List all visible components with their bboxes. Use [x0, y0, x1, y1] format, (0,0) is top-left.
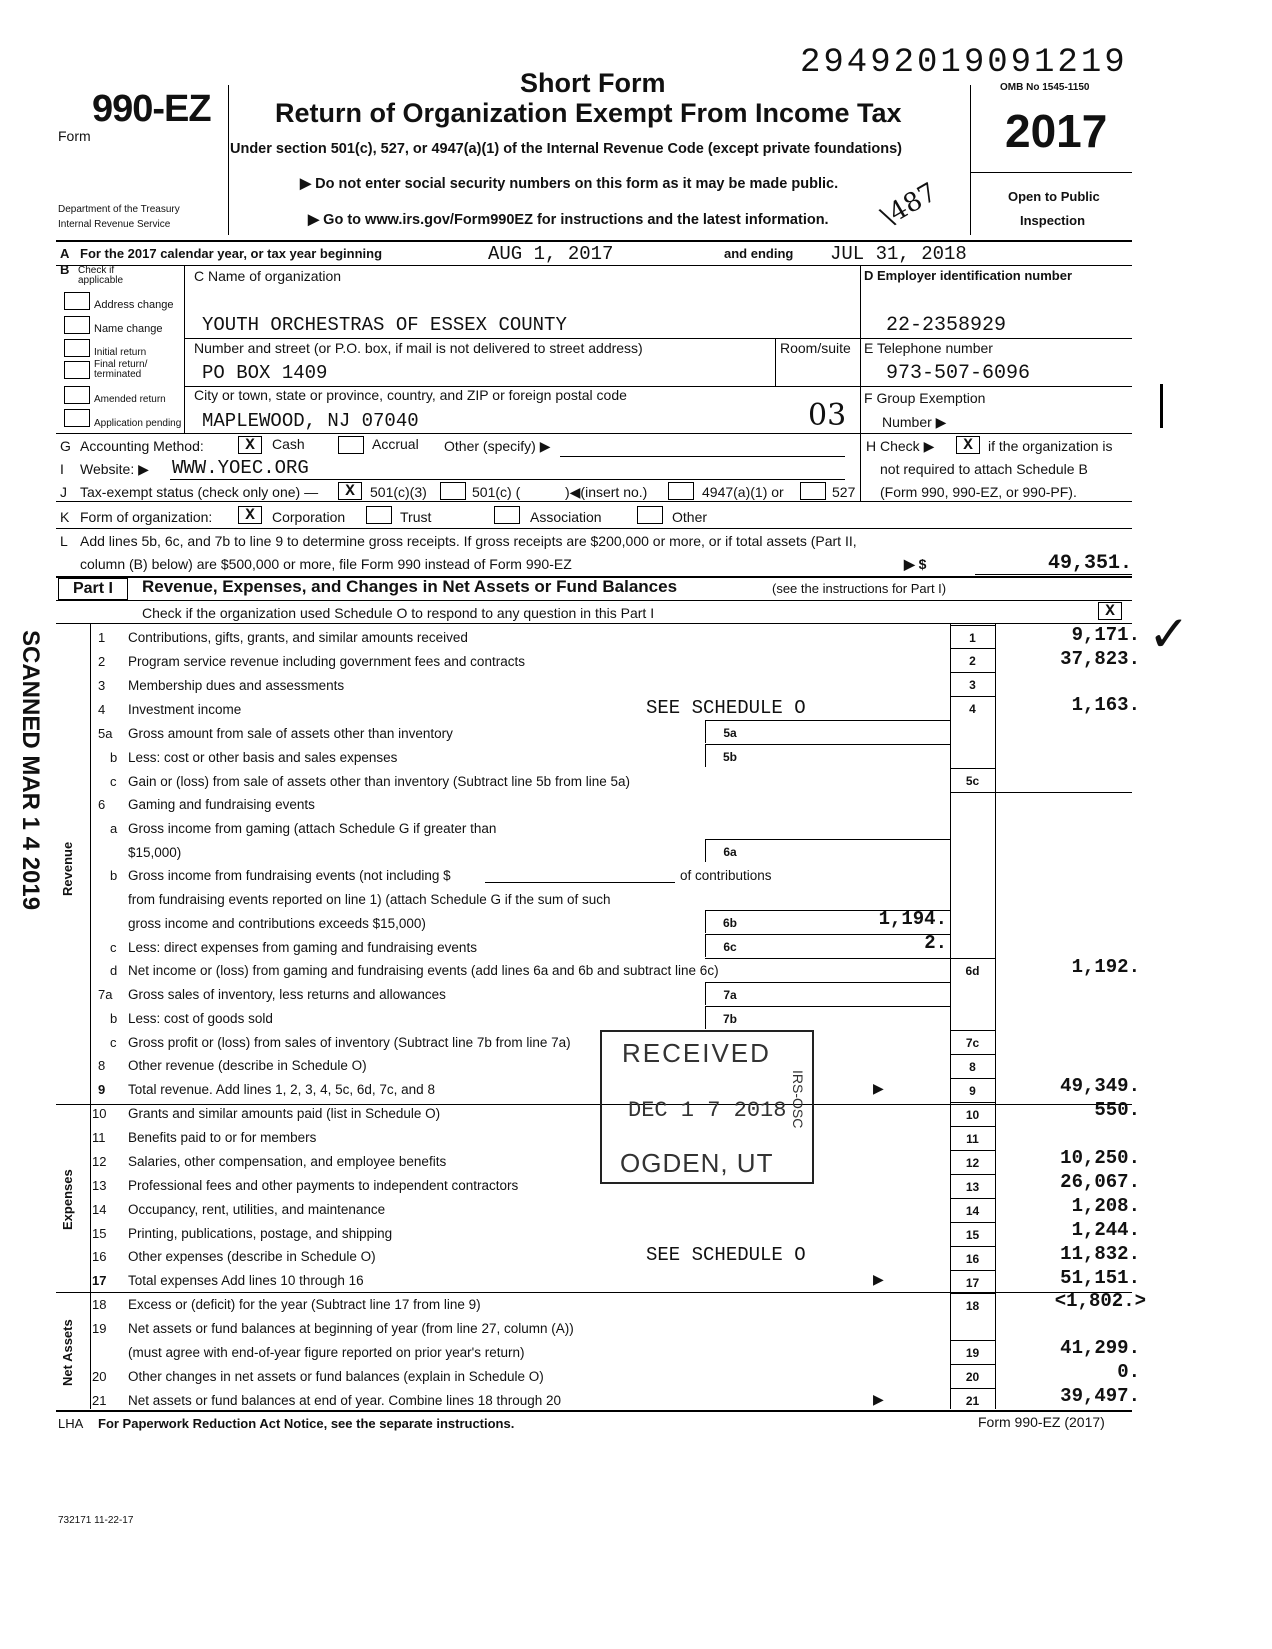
- org-name-label: C Name of organization: [194, 268, 342, 284]
- line-12-box: 12: [950, 1150, 995, 1173]
- check-if-applicable: Check if applicable: [78, 265, 124, 286]
- final-return-checkbox[interactable]: [64, 361, 90, 379]
- line-14-desc: Occupancy, rent, utilities, and maintenance: [128, 1202, 386, 1217]
- line-7a-desc: Gross sales of inventory, less returns and allowances: [128, 987, 446, 1002]
- line-18-num: 18: [92, 1297, 107, 1312]
- city-label: City or town, state or province, country, and ZIP or foreign postal code: [194, 387, 627, 403]
- line-12-desc: Salaries, other compensation, and employee benefits: [128, 1154, 447, 1169]
- line-11-box: 11: [950, 1126, 995, 1149]
- 501c-checkbox[interactable]: [440, 482, 466, 500]
- expenses-netassets-split: [56, 1292, 90, 1293]
- line-6d-num: d: [110, 963, 118, 978]
- line-19-desc1: Net assets or fund balances at beginning of year (from line 27, column (A)): [128, 1321, 574, 1336]
- other-org-checkbox[interactable]: [637, 506, 663, 524]
- scanned-stamp: SCANNED MAR 1 4 2019: [17, 630, 44, 911]
- line-16-amount: 11,832.: [1060, 1243, 1140, 1265]
- line-1-box: 1: [950, 625, 995, 648]
- form-name: 990-EZ: [92, 88, 211, 130]
- line-5b-num: b: [110, 750, 118, 765]
- line-21-amount: 39,497.: [1060, 1385, 1140, 1407]
- line-1-amount: 9,171.: [1071, 624, 1140, 646]
- final-return-label: Final return/ terminated: [94, 359, 148, 380]
- address-change-checkbox[interactable]: [64, 292, 90, 310]
- line-14-num: 14: [92, 1202, 107, 1217]
- line-21-num: 21: [92, 1393, 107, 1408]
- stamp-side: IRS-OSC: [790, 1070, 806, 1129]
- org-name: YOUTH ORCHESTRAS OF ESSEX COUNTY: [202, 314, 567, 336]
- cash-label: Cash: [272, 436, 305, 452]
- stamp-date: DEC 1 7 2018: [628, 1098, 787, 1123]
- form-title-short: Short Form: [520, 68, 666, 98]
- initial-return-checkbox[interactable]: [64, 339, 90, 357]
- org-name-rule: [184, 338, 860, 339]
- line-6d-box: 6d: [950, 958, 995, 981]
- omb-number: OMB No 1545-1150: [1000, 82, 1090, 93]
- line-6b-desc3: gross income and contributions exceeds $15,000): [128, 916, 426, 931]
- group-number-label: Number ▶: [882, 414, 947, 430]
- line-4-num: 4: [98, 702, 106, 717]
- section-bcd-rule: [56, 433, 1132, 434]
- line-19-num: 19: [92, 1321, 107, 1336]
- line-15-amount: 1,244.: [1071, 1219, 1140, 1241]
- schedule-o-check-text: Check if the organization used Schedule O to respond to any question in this Part I: [142, 605, 655, 621]
- line-6c-desc: Less: direct expenses from gaming and fundraising events: [128, 940, 477, 955]
- line-18-box: 18: [950, 1293, 995, 1316]
- corporation-checkbox[interactable]: X: [238, 506, 262, 524]
- line-6c-amount: 2.: [924, 932, 947, 954]
- paperwork-notice: For Paperwork Reduction Act Notice, see the separate instructions.: [98, 1416, 515, 1431]
- line-4-desc: Investment income: [128, 702, 242, 717]
- line-l-arrow: ▶ $: [904, 556, 927, 572]
- line-k-label: K: [60, 509, 70, 525]
- see-schedule-o-revenue: SEE SCHEDULE O: [646, 697, 806, 719]
- line-5b-desc: Less: cost or other basis and sales expenses: [128, 750, 398, 765]
- association-checkbox[interactable]: [494, 506, 520, 524]
- line-7b-desc: Less: cost of goods sold: [128, 1011, 273, 1026]
- line-2-amount: 37,823.: [1060, 648, 1140, 670]
- other-method-label: Other (specify) ▶: [444, 438, 551, 454]
- 527-label: 527: [832, 484, 856, 500]
- website-label: Website: ▶: [80, 461, 149, 477]
- line-20-num: 20: [92, 1369, 107, 1384]
- 501c3-label: 501(c)(3): [370, 484, 427, 500]
- line-6a-rule: [753, 839, 950, 840]
- gross-receipts-value: 49,351.: [1047, 552, 1132, 575]
- line-5a-box: 5a: [705, 720, 754, 743]
- 501c-label: 501(c) (: [472, 484, 521, 500]
- line-6b-amount: 1,194.: [878, 908, 947, 930]
- line-3-num: 3: [98, 678, 106, 693]
- line-l-text2: column (B) below) are $500,000 or more, file Form 990 instead of Form 990-EZ: [80, 556, 572, 572]
- line-6a-num: a: [110, 821, 118, 836]
- line-9-num: 9: [98, 1082, 106, 1097]
- amended-return-label: Amended return: [94, 394, 166, 405]
- line-17-amount: 51,151.: [1060, 1267, 1140, 1289]
- schedule-o-checkbox[interactable]: X: [1098, 602, 1122, 620]
- line-6c-num: c: [110, 940, 117, 955]
- part-i-bottom-rule: [56, 1410, 1132, 1412]
- line-2-box: 2: [950, 648, 995, 671]
- line-21-arrow: ▶: [873, 1391, 884, 1407]
- line-l-text1: Add lines 5b, 6c, and 7b to line 9 to determine gross receipts. If gross receipts are $200,000 or more, or if total assets (Part II,: [80, 533, 857, 549]
- tax-year-end: JUL 31, 2018: [830, 243, 967, 265]
- name-change-checkbox[interactable]: [64, 316, 90, 334]
- line-12-num: 12: [92, 1154, 107, 1169]
- ssn-notice: ▶ Do not enter social security numbers on this form as it may be made public.: [300, 176, 839, 192]
- handwritten-note: \487: [876, 177, 942, 233]
- line-7a-rule: [753, 982, 950, 983]
- h-check-text2: not required to attach Schedule B: [880, 461, 1088, 477]
- line-6d-amount: 1,192.: [1071, 956, 1140, 978]
- line-19-amount: 41,299.: [1060, 1337, 1140, 1359]
- room-suite-label: Room/suite: [780, 340, 851, 356]
- h-check-text3: (Form 990, 990-EZ, or 990-PF).: [880, 484, 1077, 500]
- line-15-desc: Printing, publications, postage, and shipping: [128, 1226, 393, 1241]
- 501c3-checkbox[interactable]: X: [338, 482, 362, 500]
- line-7b-rule: [753, 1006, 950, 1007]
- form-of-org-label: Form of organization:: [80, 509, 213, 525]
- 4947-label: 4947(a)(1) or: [702, 484, 784, 500]
- form-title: Return of Organization Exempt From Income Tax: [275, 98, 902, 128]
- line-9-amount: 49,349.: [1060, 1075, 1140, 1097]
- tax-year: 2017: [1005, 105, 1108, 157]
- line-7a-box: 7a: [705, 982, 754, 1005]
- line-l-label: L: [60, 533, 68, 549]
- line-20-amount: 0.: [1117, 1361, 1140, 1383]
- revenue-expenses-split: [56, 1104, 90, 1105]
- tax-exempt-status-label: Tax-exempt status (check only one) —: [80, 484, 319, 500]
- line-17-desc: Total expenses Add lines 10 through 16: [128, 1273, 364, 1288]
- line-13-desc: Professional fees and other payments to independent contractors: [128, 1178, 519, 1193]
- phone-label: E Telephone number: [864, 340, 993, 356]
- application-pending-checkbox[interactable]: [64, 409, 90, 427]
- line-16-num: 16: [92, 1249, 107, 1264]
- document-locator-number: 29492019091219: [800, 44, 1128, 82]
- line-6-desc: Gaming and fundraising events: [128, 797, 315, 812]
- dept-irs: Internal Revenue Service: [58, 219, 171, 230]
- line-13-box: 13: [950, 1174, 995, 1197]
- part-i-label: Part I: [58, 578, 128, 600]
- line-17-num: 17: [92, 1273, 107, 1288]
- part-i-title-rule: [56, 600, 1132, 601]
- line-5b-box: 5b: [705, 744, 754, 767]
- expenses-side-label: Expenses: [60, 1169, 75, 1230]
- line-6d-rule: [705, 958, 950, 959]
- line-4-amount: 1,163.: [1071, 694, 1140, 716]
- application-pending-label: Application pending: [94, 418, 182, 429]
- line-5c-desc: Gain or (loss) from sale of assets other than inventory (Subtract line 5b from line 5a): [128, 774, 630, 789]
- form-reference: Form 990-EZ (2017): [978, 1414, 1105, 1430]
- line-6b-desc1: Gross income from fundraising events (not including $: [128, 868, 451, 883]
- line-15-box: 15: [950, 1222, 995, 1245]
- line-6d-desc: Net income or (loss) from gaming and fundraising events (add lines 6a and 6b and subtract line 6c): [128, 963, 719, 978]
- line-6c-rule: [753, 934, 950, 935]
- 527-checkbox[interactable]: [800, 482, 826, 500]
- line-10-amount: 550.: [1094, 1099, 1140, 1121]
- h-check-text1: if the organization is: [988, 438, 1113, 454]
- line-6a-desc1: Gross income from gaming (attach Schedule G if greater than: [128, 821, 497, 836]
- initial-return-label: Initial return: [94, 347, 147, 358]
- line-21-box: 21: [950, 1388, 995, 1411]
- line-1-num: 1: [98, 630, 106, 645]
- line-7c-desc: Gross profit or (loss) from sales of inventory (Subtract line 7b from line 7a): [128, 1035, 571, 1050]
- line-12-amount: 10,250.: [1060, 1147, 1140, 1169]
- stamp-location: OGDEN, UT: [620, 1148, 774, 1178]
- line-2-num: 2: [98, 654, 106, 669]
- line-15-num: 15: [92, 1226, 107, 1241]
- header-bottom-rule: [56, 240, 1132, 242]
- header-left-divider: [228, 85, 229, 235]
- line-a-text: For the 2017 calendar year, or tax year beginning: [80, 246, 383, 261]
- line-6b-desc2: from fundraising events reported on line 1) (attach Schedule G if the sum of such: [128, 892, 611, 907]
- line-13-amount: 26,067.: [1060, 1171, 1140, 1193]
- other-method-underline: [560, 456, 845, 457]
- line-20-box: 20: [950, 1364, 995, 1387]
- line-k-rule: [56, 528, 1132, 529]
- line-3-box: 3: [950, 672, 995, 695]
- line-16-box: 16: [950, 1246, 995, 1269]
- line-6b-box: 6b: [705, 910, 754, 933]
- street-address: PO BOX 1409: [202, 362, 328, 384]
- line-19-box: 19: [950, 1340, 995, 1363]
- see-schedule-o-expenses: SEE SCHEDULE O: [646, 1244, 806, 1266]
- line-1-desc: Contributions, gifts, grants, and similar amounts received: [128, 630, 468, 645]
- section-d-divider: [860, 265, 861, 433]
- revenue-side-label: Revenue: [60, 841, 75, 896]
- accrual-checkbox[interactable]: [338, 436, 364, 454]
- form-prefix: Form: [58, 128, 91, 144]
- line-5a-num: 5a: [98, 726, 113, 741]
- line-6c-box: 6c: [705, 934, 754, 957]
- line-a-rule: [56, 265, 1132, 266]
- line-b-label: B: [60, 262, 70, 277]
- line-10-box: 10: [950, 1102, 995, 1125]
- line-11-num: 11: [92, 1130, 106, 1145]
- name-change-label: Name change: [94, 323, 163, 335]
- line-8-num: 8: [98, 1058, 106, 1073]
- line-8-desc: Other revenue (describe in Schedule O): [128, 1058, 367, 1073]
- line-10-num: 10: [92, 1106, 107, 1121]
- line-7b-num: b: [110, 1011, 118, 1026]
- line-6a-desc2: $15,000): [128, 845, 182, 860]
- line-13-num: 13: [92, 1178, 107, 1193]
- line-21-desc: Net assets or fund balances at end of year. Combine lines 18 through 20: [128, 1393, 562, 1408]
- line-j-rule: [56, 501, 1132, 502]
- line-6b-num: b: [110, 868, 118, 883]
- line-18-desc: Excess or (deficit) for the year (Subtract line 17 from line 9): [128, 1297, 481, 1312]
- amended-return-checkbox[interactable]: [64, 386, 90, 404]
- line-6-rule: [950, 792, 1132, 793]
- line-17-arrow: ▶: [873, 1271, 884, 1287]
- line-9-arrow: ▶: [873, 1080, 884, 1096]
- lha-label: LHA: [58, 1416, 84, 1431]
- corporation-label: Corporation: [272, 509, 346, 525]
- line-5a-desc: Gross amount from sale of assets other than inventory: [128, 726, 453, 741]
- instructions-notice: ▶ Go to www.irs.gov/Form990EZ for instructions and the latest information.: [308, 212, 829, 228]
- line-4-box: 4: [950, 696, 995, 719]
- part-i-title-note: (see the instructions for Part I): [772, 581, 947, 596]
- cash-checkbox[interactable]: X: [238, 436, 262, 454]
- line-10-desc: Grants and similar amounts paid (list in Schedule O): [128, 1106, 441, 1121]
- line-14-box: 14: [950, 1198, 995, 1221]
- line-14-amount: 1,208.: [1071, 1195, 1140, 1217]
- line-19-desc2: (must agree with end-of-year figure reported on prior year's return): [128, 1345, 525, 1360]
- line-11-desc: Benefits paid to or for members: [128, 1130, 317, 1145]
- form-code: 732171 11-22-17: [58, 1515, 134, 1526]
- tax-year-begin: AUG 1, 2017: [488, 243, 614, 265]
- line-16-desc: Other expenses (describe in Schedule O): [128, 1249, 376, 1264]
- header-right-divider: [970, 85, 971, 235]
- handwritten-code: 03: [808, 398, 847, 433]
- 4947-checkbox[interactable]: [668, 482, 694, 500]
- line-j-label: J: [60, 484, 67, 500]
- year-box-divider: [970, 172, 1132, 173]
- address-change-label: Address change: [94, 299, 174, 311]
- dept-treasury: Department of the Treasury: [58, 204, 180, 215]
- inspection: Inspection: [1020, 213, 1086, 228]
- gross-receipts-underline: [975, 574, 1132, 575]
- schedule-o-rule: [56, 623, 1132, 624]
- received-stamp: [600, 1030, 814, 1184]
- phone-rule: [860, 386, 1132, 387]
- line-2-desc: Program service revenue including government fees and contracts: [128, 654, 525, 669]
- line-9-box: 9: [950, 1078, 995, 1101]
- line-7c-box: 7c: [950, 1030, 995, 1053]
- line-g-label: G: [60, 438, 71, 454]
- accrual-label: Accrual: [372, 436, 419, 452]
- phone-value: 973-507-6096: [886, 362, 1031, 385]
- line-5b-rule: [753, 744, 950, 745]
- line-6-num: 6: [98, 797, 106, 812]
- ein-value: 22-2358929: [886, 314, 1007, 337]
- ein-label: D Employer identification number: [864, 268, 1073, 283]
- line-20-desc: Other changes in net assets or fund balances (explain in Schedule O): [128, 1369, 544, 1384]
- net-assets-side-label: Net Assets: [60, 1319, 75, 1386]
- insert-no-label: )◀(insert no.): [565, 484, 648, 500]
- section-h-divider: [860, 433, 861, 501]
- line-5c-num: c: [110, 774, 117, 789]
- line-8-box: 8: [950, 1054, 995, 1077]
- website-underline: [170, 479, 845, 480]
- line-9-desc: Total revenue. Add lines 1, 2, 3, 4, 5c, 6d, 7c, and 8: [128, 1082, 435, 1097]
- line-5a-rule: [753, 720, 950, 721]
- and-ending-label: and ending: [724, 246, 794, 261]
- ein-rule: [860, 338, 1132, 339]
- line-7a-num: 7a: [98, 987, 113, 1002]
- checkmark-mark: ✓: [1148, 605, 1190, 663]
- accounting-method-label: Accounting Method:: [80, 438, 204, 454]
- line-a-label: A: [60, 246, 70, 261]
- trust-checkbox[interactable]: [366, 506, 392, 524]
- website-value: WWW.YOEC.ORG: [172, 457, 309, 479]
- street-label: Number and street (or P.O. box, if mail is not delivered to street address): [194, 340, 643, 356]
- line-5c-box: 5c: [950, 768, 995, 791]
- city-state-zip: MAPLEWOOD, NJ 07040: [202, 410, 419, 432]
- trust-label: Trust: [400, 509, 432, 525]
- line-6a-box: 6a: [705, 839, 754, 862]
- other-org-label: Other: [672, 509, 708, 525]
- schedule-b-checkbox[interactable]: X: [956, 436, 980, 454]
- group-exemption-label: F Group Exemption: [864, 390, 986, 406]
- h-check-label: H Check ▶: [866, 438, 935, 454]
- section-b-divider: [184, 265, 185, 433]
- line-17-box: 17: [950, 1270, 995, 1293]
- open-to-public: Open to Public: [1008, 189, 1100, 204]
- line-3-desc: Membership dues and assessments: [128, 678, 345, 693]
- line-7c-num: c: [110, 1035, 117, 1050]
- line-6b-contributions-underline: [485, 882, 675, 883]
- line-7b-box: 7b: [705, 1006, 754, 1029]
- margin-tick-mark: [1160, 384, 1163, 428]
- line-6b-desc1b: of contributions: [680, 868, 772, 883]
- line-i-label: I: [60, 461, 64, 477]
- line-18-amount: <1,802.>: [1054, 1290, 1146, 1312]
- form-subtitle: Under section 501(c), 527, or 4947(a)(1) of the Internal Revenue Code (except private foundations): [230, 141, 902, 157]
- association-label: Association: [530, 509, 602, 525]
- stamp-received: RECEIVED: [622, 1038, 771, 1068]
- part-i-title: Revenue, Expenses, and Changes in Net Assets or Fund Balances: [142, 577, 678, 596]
- room-suite-divider: [775, 338, 776, 386]
